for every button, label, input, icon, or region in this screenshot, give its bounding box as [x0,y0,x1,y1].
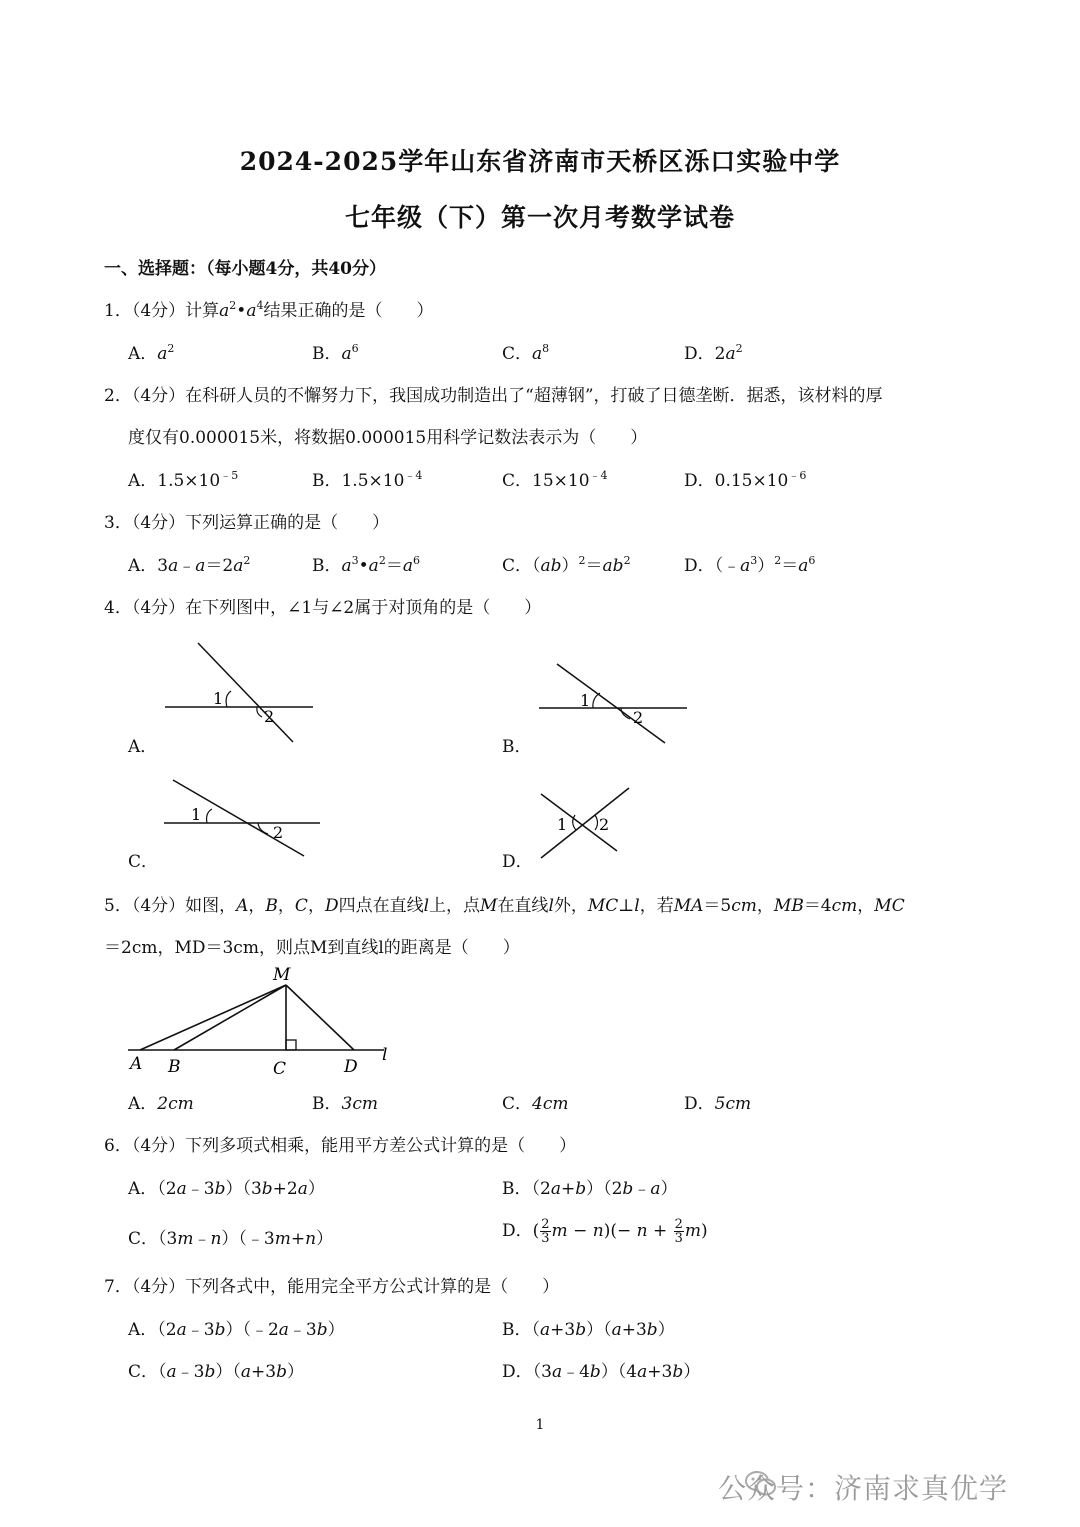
q6-option-a[interactable]: A．（2a﹣3b）（3b+2a） [128,1179,325,1199]
q5-point-d: D [344,1057,358,1077]
q1-stem-post: 结果正确的是（ ） [263,301,434,321]
q4b-label-1: 1 [580,691,591,710]
q4-figure-d [535,785,635,865]
q3-option-a[interactable]: A．$3a﹣a=2a^2$ [128,554,251,576]
q4-option-a[interactable]: A． [128,737,158,757]
q2-stem-line1: 2．（4分）在科研人员的不懈努力下，我国成功制造出了“超薄钢”，打破了日德垄断．据悉，该材料的厚 [104,386,883,406]
exam-title-line1: 2024-2025学年山东省济南市天桥区泺口实验中学 [239,147,841,176]
q6-stem: 6．（4分）下列多项式相乘，能用平方差公式计算的是（ ） [104,1136,577,1156]
q5-point-b: B [168,1057,181,1077]
q5-option-a[interactable]: A．2cm [128,1094,194,1114]
q2-option-b[interactable]: B．$1.5\times 10^{﹣4}$ [312,469,423,491]
q7-option-d[interactable]: D．（3a﹣4b）（4a+3b） [502,1362,701,1382]
q3-stem: 3．（4分）下列运算正确的是（ ） [104,513,390,533]
q5-option-d[interactable]: D．5cm [684,1094,752,1114]
q2-option-c[interactable]: C．$15\times 10^{﹣4}$ [502,469,608,491]
q4c-label-2: 2 [273,823,284,842]
q3-option-d[interactable]: D．$(﹣a^3)^2=a^6$ [684,554,816,576]
q5-stem-line1: 5．（4分）如图，A，B，C，D四点在直线l上，点M在直线l外，MC⊥l，若MA＝5cm，MB＝4cm，MC [104,896,905,916]
q7-option-a[interactable]: A．（2a﹣3b）（﹣2a﹣3b） [128,1320,345,1340]
q5-stem-line2: ＝2cm，MD＝3cm，则点M到直线l的距离是（ ） [104,938,520,958]
q6-option-d[interactable]: D．( $\frac{2}{3}$ m − n)(− n + $\frac{2}{3}$ m) [502,1217,708,1246]
q3-option-b[interactable]: B．$a^3•a^2=a^6$ [312,554,420,576]
q4a-label-2: 2 [264,707,275,726]
q2-stem-line2: 度仅有0.000015米，将数据0.000015用科学记数法表示为（ ） [128,428,648,448]
q4-option-b[interactable]: B． [502,737,532,757]
q5-line-l: l [382,1045,388,1065]
q5-figure [122,960,402,1080]
q2-option-a[interactable]: A．$1.5\times 10^{﹣5}$ [128,469,239,491]
q1-stem-pre: 1．（4分）计算 [104,301,220,321]
q5-point-m: M [273,965,291,985]
exam-title-line2: 七年级（下）第一次月考数学试卷 [344,203,735,232]
q6-option-b[interactable]: B．（2a+b）（2b﹣a） [502,1179,678,1199]
q4c-label-1: 1 [191,805,202,824]
q7-option-b[interactable]: B．（a+3b）（a+3b） [502,1320,675,1340]
q5-point-c: C [273,1059,287,1079]
q5-option-b[interactable]: B．3cm [312,1094,378,1114]
q5-point-a: A [130,1054,143,1074]
q4-figure-c [160,772,325,862]
page-number: 1 [535,1417,545,1433]
q4-figure-a [160,638,320,748]
q4-option-d[interactable]: D． [502,852,533,872]
q3-option-c[interactable]: C．$(ab)^2=ab^2$ [502,554,631,576]
q1-option-b[interactable]: B．$a^6$ [312,342,359,364]
q6-option-c[interactable]: C．（3m﹣n）（﹣3m+n） [128,1229,334,1249]
q4-figure-b [535,655,695,750]
section-heading: 一、选择题：（每小题4分，共40分） [104,259,386,279]
q7-option-c[interactable]: C．（a﹣3b）（a+3b） [128,1362,304,1382]
question-1: 1．（4分）计算$a^2•a^4$结果正确的是（ ） [104,299,434,321]
q4-option-c[interactable]: C． [128,852,159,872]
q7-stem: 7．（4分）下列各式中，能用完全平方公式计算的是（ ） [104,1277,560,1297]
q4d-label-1: 1 [557,815,568,834]
q4a-label-1: 1 [213,689,224,708]
watermark-text: 公众号：济南求真优学 [717,1472,1008,1505]
q4b-label-2: 2 [633,708,644,727]
q1-option-c[interactable]: C．$a^8$ [502,342,550,364]
q2-option-d[interactable]: D．$0.15\times 10^{﹣6}$ [684,469,807,491]
q1-option-d[interactable]: D．$2a^2$ [684,342,743,364]
q4d-label-2: 2 [599,815,610,834]
q4-stem: 4．（4分）在下列图中，∠1与∠2属于对顶角的是（ ） [104,598,542,618]
q1-option-a[interactable]: A．$a^2$ [128,342,175,364]
q5-option-c[interactable]: C．4cm [502,1094,569,1114]
